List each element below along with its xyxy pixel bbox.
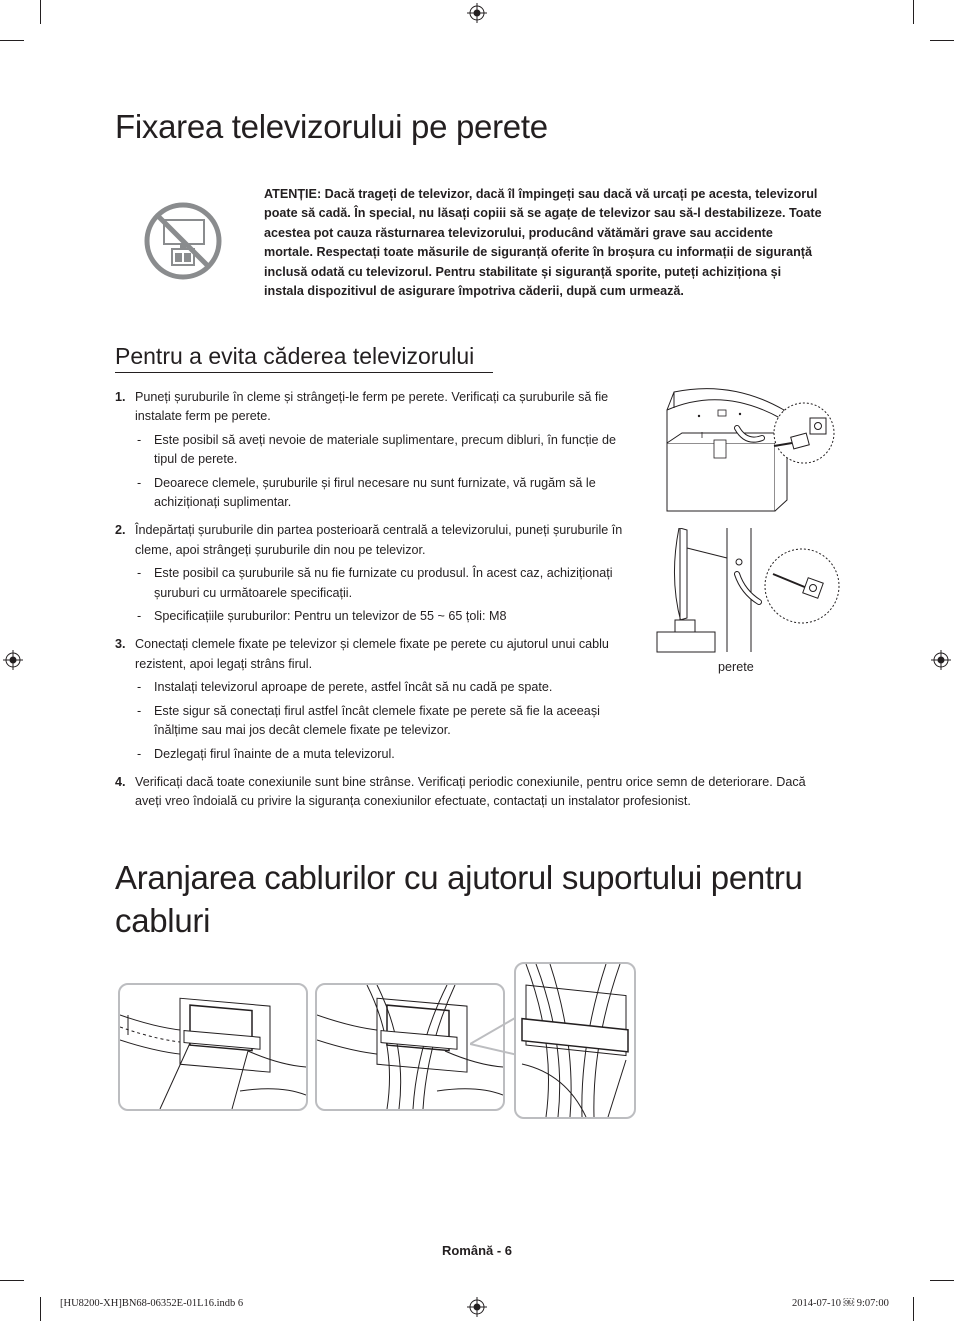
crop-mark [40,1297,41,1321]
section-title: Aranjarea cablurilor cu ajutorul suportului pentru cabluri [115,859,803,939]
cable-step-panel [118,983,308,1111]
registration-mark-icon [467,3,487,23]
bullet-item: - Dezlegați firul înainte de a muta televizorul. [137,746,395,761]
step-text: Puneți șuruburile în cleme și strângeți-le ferm pe perete. Verificați ca șuruburile să fie instalate ferm pe perete. [135,390,609,424]
bullet-text: Este posibil să aveți nevoie de materiale suplimentare, precum dibluri, în funcție de tipul de perete. [154,432,617,467]
print-slug-left: [HU8200-XH]BN68-06352E-01L16.indb 6 [60,1298,244,1309]
crop-mark [40,0,41,24]
step-number: 2. [115,523,126,538]
wall-caption: perete [718,660,754,674]
warning-text: ATENȚIE: Dacă trageți de televizor, dacă îl împingeți sau dacă vă urcați pe acesta, televizorul poate să cadă. În special, nu lăsați copiii să se agațe de televizor sau să-l destabilizeze. Toate acestea pot cauza răsturnarea televizorului, producând vătămări grave sau accidente mortale. Respectați toate măsurile de siguranță oferite în broșura cu informații de siguranță inclusă odată cu televizorul. Pentru stabilitate și siguranță sporite, puteți achiziționa și instala dispozitivul de asigurare împotriva căderii, după cum urmează. [264,187,822,299]
section-title: Fixarea televizorului pe perete [115,108,548,145]
step-text: Îndepărtați șuruburile din partea posterioară centrală a televizorului, puneți șuruburile în cleme, apoi strângeți șuruburile din nou pe televizor. [135,523,623,557]
wall-side-view-illustration [655,528,845,654]
print-slug-right: 2014-07-10 ￼ 9:07:00 [792,1298,889,1309]
bullet-item: - Este sigur să conectați firul astfel încât clemele fixate pe perete să fie la aceeași înălțime sau mai jos decât clemele fixate pe televizor. [137,703,600,738]
bullet-item: - Este posibil să aveți nevoie de materiale suplimentare, precum dibluri, în funcție de tipul de perete. [137,432,617,467]
bullet-item: - Instalați televizorul aproape de perete, astfel încât să nu cadă pe spate. [137,680,553,695]
bullet-text: Specificațiile șuruburilor: Pentru un televizor de 55 ~ 65 țoli: M8 [154,609,507,624]
step-text: Conectați clemele fixate pe televizor și clemele fixate pe perete cu ajutorul unui cablu rezistent, apoi legați strâns firul. [135,637,609,671]
page-number: Română - 6 [441,1243,513,1258]
crop-mark [930,1280,954,1281]
step-number: 3. [115,637,126,652]
subsection-title: Pentru a evita căderea televizorului [115,343,475,369]
bullet-item: - Deoarece clemele, șuruburile și firul necesare nu sunt furnizate, vă rugăm să le achiziționați suplimentar. [137,475,596,510]
bullet-text: Este sigur să conectați firul astfel încât clemele fixate pe perete să fie la aceeași înălțime sau mai jos decât clemele fixate pe televizor. [154,703,600,738]
cable-holder-illustration [120,985,306,1109]
registration-mark-icon [931,650,951,670]
bullet-text: Este posibil ca șuruburile să nu fie furnizate cu produsul. În acest caz, achiziționați șuruburi cu următoarele specificații. [154,566,613,600]
registration-mark-icon [3,650,23,670]
step-number: 4. [115,774,126,789]
no-climbing-prohibition-icon [142,200,224,282]
bullet-text: Dezlegați firul înainte de a muta televizorul. [154,746,395,761]
cable-holder-detail-illustration [516,964,634,1117]
bullet-item: - Este posibil ca șuruburile să nu fie furnizate cu produsul. În acest caz, achiziționați șuruburi cu următoarele specificații. [137,566,613,600]
step-text: Verificați dacă toate conexiunile sunt bine strânse. Verificați periodic conexiunile, pentru orice semn de deteriorare. Dacă aveți vreo îndoială cu privire la siguranța conexiunilor efectuate, contactați un instalator profesionist. [135,774,806,809]
crop-mark [930,40,954,41]
cable-detail-panel [514,962,636,1119]
registration-mark-icon [467,1297,487,1317]
bullet-text: Deoarece clemele, șuruburile și firul necesare nu sunt furnizate, vă rugăm să le achiziționați suplimentar. [154,475,596,510]
crop-mark [913,1297,914,1321]
subsection-rule [115,372,493,373]
crop-mark [0,40,24,41]
crop-mark [913,0,914,24]
step-item [115,773,820,812]
tv-back-clamp-illustration [662,388,842,516]
step-number: 1. [115,390,126,404]
step-item [115,635,820,763]
bullet-item: - Specificațiile șuruburilor: Pentru un televizor de 55 ~ 65 țoli: M8 [137,609,507,624]
bullet-text: Instalați televizorul aproape de perete, astfel încât să nu cadă pe spate. [154,680,553,695]
crop-mark [0,1280,24,1281]
